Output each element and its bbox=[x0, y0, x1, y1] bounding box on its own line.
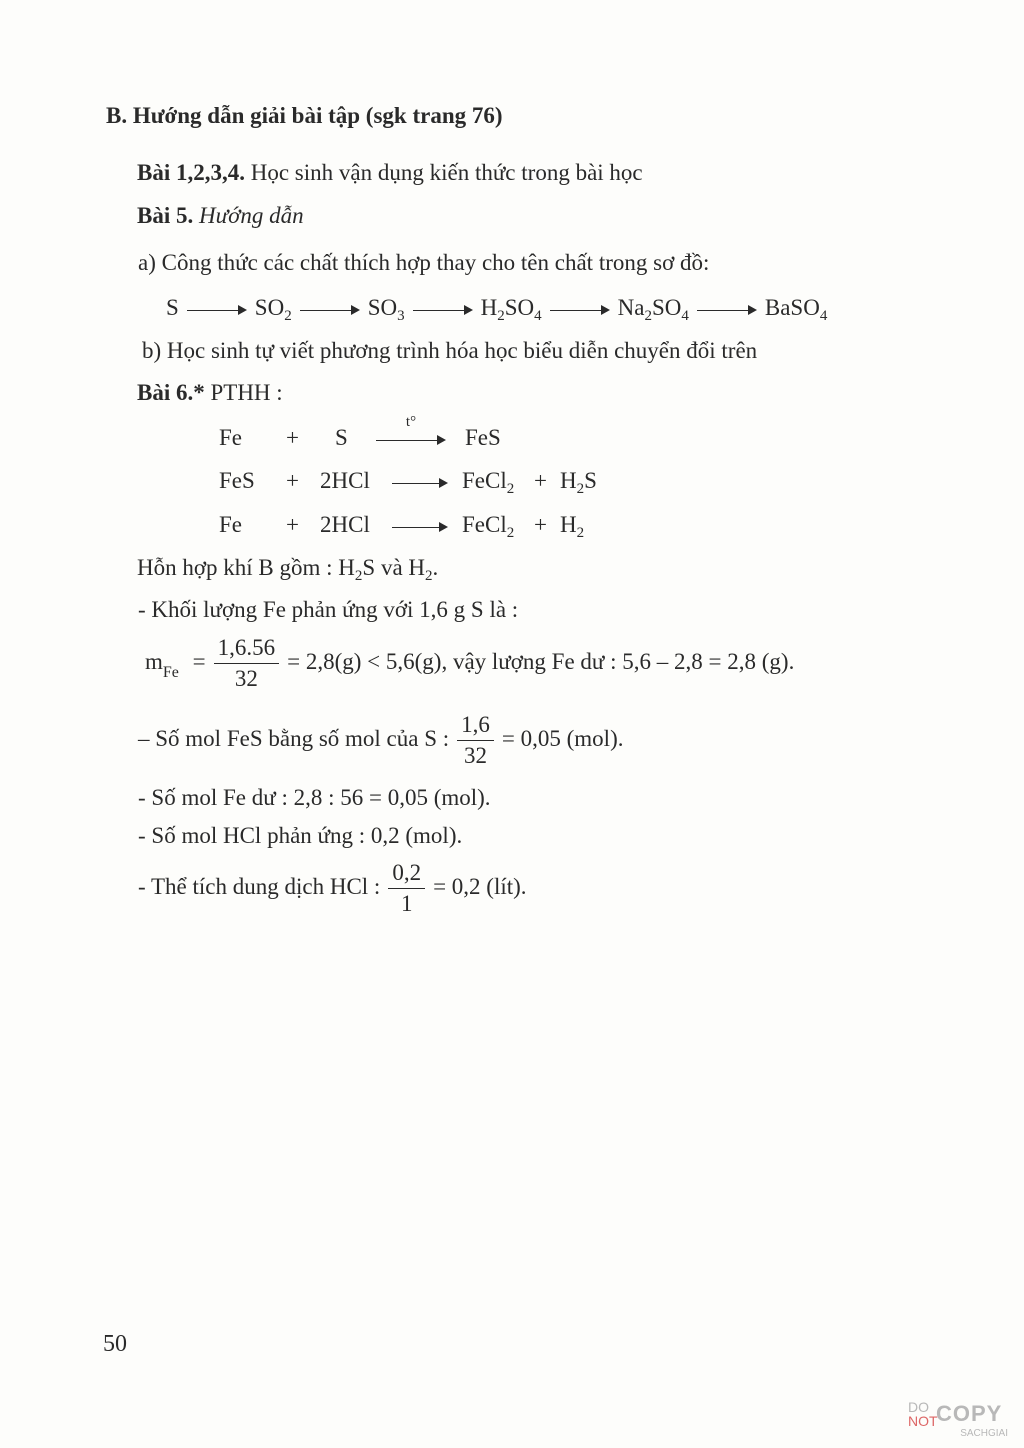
eq3-reactant-2: 2HCl bbox=[320, 512, 370, 537]
arrow-icon bbox=[392, 520, 448, 534]
eq3-plus: + bbox=[286, 512, 299, 537]
exercise-5-guide: Hướng dẫn bbox=[198, 203, 304, 228]
eq2-reactant-1: FeS bbox=[219, 468, 255, 493]
scheme-so2: $SO_2$ bbox=[254, 295, 292, 324]
exercise-1-4-label: Bài 1,2,3,4. bbox=[137, 160, 245, 185]
eq1-product: FeS bbox=[465, 425, 501, 450]
mol-fes-line: – Số mol FeS bằng số mol của S : $\frac{1,6}{32}$ = 0,05 (mol). bbox=[138, 710, 623, 771]
gas-mixture-line: Hỗn hợp khí B gồm : $H_2S$ và $H_2$. bbox=[137, 555, 439, 584]
mol-fe-excess-line: - Số mol Fe dư : 2,8 : 56 = 0,05 (mol). bbox=[138, 785, 491, 810]
arrow-icon bbox=[187, 303, 247, 317]
exercise-1-4-text: Học sinh vận dụng kiến thức trong bài học bbox=[250, 160, 643, 185]
mass-formula: $m_{Fe}$ = $\frac{1,6.56}{32}$ = 2,8(g) < 5,6(g), vậy lượng Fe dư : 5,6 – 2,8 = 2,8 (g). bbox=[145, 633, 794, 694]
scheme-baso4: BaSO$_4$ bbox=[764, 295, 828, 324]
eq3-product-2: $H_2$ bbox=[560, 512, 585, 541]
arrow-icon bbox=[550, 303, 610, 317]
exercise-6-label: Bài 6.* bbox=[137, 380, 205, 405]
arrow-icon bbox=[300, 303, 360, 317]
fraction-mol: $\frac{1,6}{32}$ bbox=[457, 710, 494, 771]
fraction-mass: $\frac{1,6.56}{32}$ bbox=[214, 633, 280, 694]
exercise-5-label: Bài 5. bbox=[137, 203, 194, 228]
temperature-label: t° bbox=[405, 413, 417, 430]
exercise-6-pthh: PTHH : bbox=[210, 380, 283, 405]
eq2-plus-2: + bbox=[534, 468, 547, 493]
exercise-1-4 bbox=[137, 159, 643, 187]
eq2-reactant-2: 2HCl bbox=[320, 468, 370, 493]
eq1-plus: + bbox=[286, 425, 299, 450]
scheme-so3: $SO_3$ bbox=[367, 295, 405, 324]
mass-result: = 2,8(g) < 5,6(g), vậy lượng Fe dư : 5,6 – 2,8 = 2,8 (g). bbox=[287, 648, 795, 674]
eq3-reactant-1: Fe bbox=[219, 512, 242, 537]
volume-hcl-line: - Thể tích dung dịch HCl : $\frac{0,2}{1}$ = 0,2 (lít). bbox=[138, 858, 527, 919]
scheme-h2so4: $H_2SO_4$ bbox=[480, 295, 542, 324]
eq2-plus: + bbox=[286, 468, 299, 493]
eq1-reactant-2: S bbox=[335, 425, 348, 450]
page-number: 50 bbox=[103, 1331, 127, 1357]
section-heading: B. Hướng dẫn giải bài tập (sgk trang 76) bbox=[106, 103, 503, 128]
eq3-arrow bbox=[384, 511, 456, 539]
exercise-5b: b) Học sinh tự viết phương trình hóa học biểu diễn chuyển đổi trên bbox=[142, 338, 758, 363]
exercise-5-title bbox=[137, 202, 304, 230]
eq3-plus-2: + bbox=[534, 512, 547, 537]
mass-line: - Khối lượng Fe phản ứng với 1,6 g S là : bbox=[138, 597, 519, 622]
exercise-6-title bbox=[137, 379, 283, 407]
reaction-scheme bbox=[166, 294, 827, 322]
arrow-icon bbox=[376, 413, 446, 447]
fraction-volume: $\frac{0,2}{1}$ bbox=[388, 858, 425, 919]
scheme-s: S bbox=[166, 295, 179, 320]
mass-symbol: $m_{Fe}$ bbox=[145, 648, 179, 681]
eq2-product-1: FeCl$_2$ bbox=[462, 468, 515, 497]
watermark-logo: DO NOT COPY SACHGIAI bbox=[908, 1399, 1008, 1439]
scheme-na2so4: $Na_2SO_4$ bbox=[617, 295, 689, 324]
mol-hcl-line: - Số mol HCl phản ứng : 0,2 (mol). bbox=[138, 823, 463, 848]
eq2-arrow bbox=[384, 467, 456, 495]
arrow-icon bbox=[697, 303, 757, 317]
eq1-reactant-1: Fe bbox=[219, 425, 242, 450]
eq1-arrow bbox=[368, 413, 454, 452]
eq3-product-1: FeCl$_2$ bbox=[462, 512, 515, 541]
arrow-icon bbox=[413, 303, 473, 317]
arrow-icon bbox=[392, 476, 448, 490]
exercise-5a: a) Công thức các chất thích hợp thay cho tên chất trong sơ đồ: bbox=[138, 250, 710, 275]
eq2-product-2: $H_2S$ bbox=[560, 468, 597, 497]
